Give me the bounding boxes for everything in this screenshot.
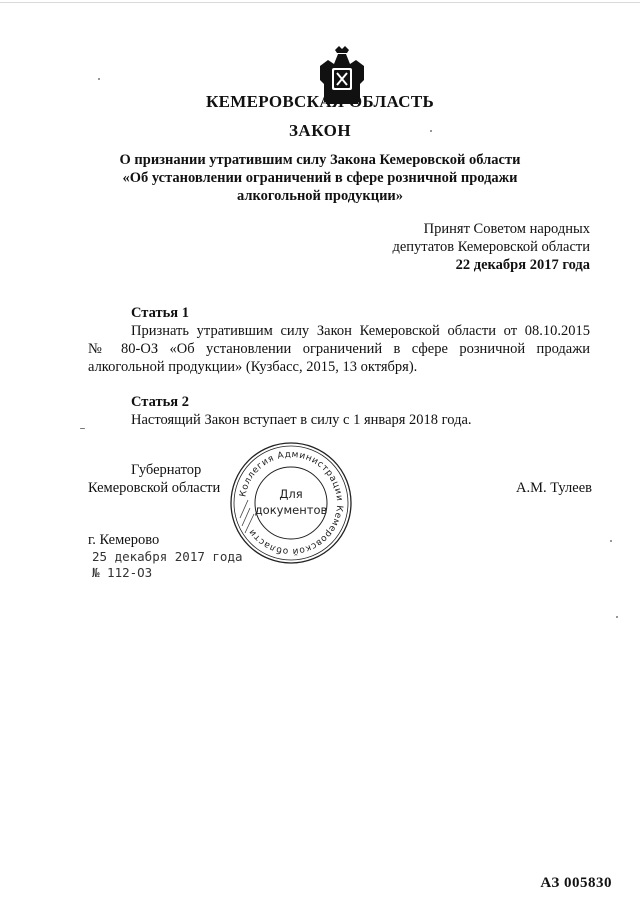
article-1-text-line: алкогольной продукции» (Кузбасс, 2015, 13 октября). <box>88 359 418 375</box>
stamp-center-text: документов <box>254 503 328 517</box>
article-2-text-line: Настоящий Закон вступает в силу с 1 января 2018 года. <box>131 412 472 428</box>
article-1-text-line: Признать утратившим силу Закон Кемеровской области от 08.10.2015 <box>131 323 590 339</box>
law-title-line: «Об установлении ограничений в сфере розничной продажи <box>122 170 518 186</box>
adoption-line: Принят Советом народных <box>423 221 590 237</box>
official-stamp <box>228 440 354 566</box>
scan-top-border <box>0 2 640 3</box>
scan-speck <box>98 78 100 80</box>
scan-speck <box>80 428 85 429</box>
law-title-line: О признании утратившим силу Закона Кемеровской области <box>119 152 521 168</box>
region-heading: КЕМЕРОВСКАЯ ОБЛАСТЬ <box>206 92 434 111</box>
document-type-heading: ЗАКОН <box>288 121 352 140</box>
stamp-ring-text: Коллегия Администрации Кемеровской области <box>238 449 345 557</box>
scan-speck <box>610 540 612 542</box>
place-of-signing: г. Кемерово <box>88 532 160 548</box>
scan-speck <box>430 130 432 132</box>
stamp-center-text: Для <box>279 487 303 501</box>
article-1-text-line: № 80-ОЗ «Об установлении ограничений в сфере розничной продажи <box>88 341 590 357</box>
law-title-line: алкогольной продукции» <box>236 188 404 204</box>
typed-law-number: № 112-ОЗ <box>92 565 153 580</box>
signer-position-region: Кемеровской области <box>88 480 221 496</box>
adoption-date: 22 декабря 2017 года <box>455 257 590 273</box>
scan-speck <box>616 616 618 618</box>
typed-date: 25 декабря 2017 года <box>92 549 243 564</box>
signer-name: А.М. Тулеев <box>516 480 592 496</box>
adoption-line: депутатов Кемеровской области <box>392 239 590 255</box>
document-serial-number: АЗ 005830 <box>540 875 612 891</box>
signer-position: Губернатор <box>131 462 202 478</box>
article-1-heading: Статья 1 <box>131 305 189 321</box>
article-2-heading: Статья 2 <box>131 394 189 410</box>
